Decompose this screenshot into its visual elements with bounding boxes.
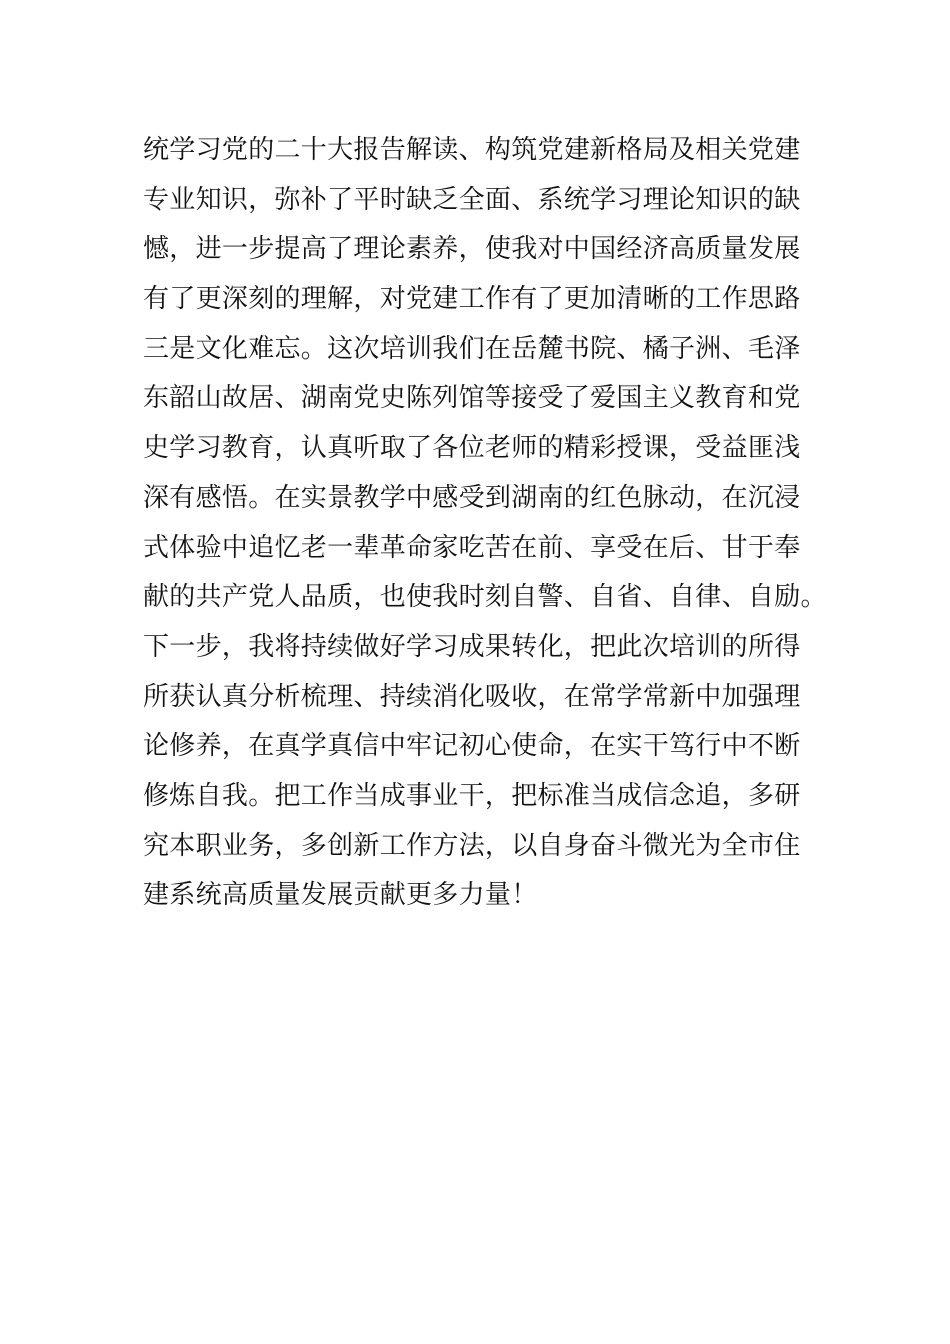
text-line: 憾，进一步提高了理论素养，使我对中国经济高质量发展 bbox=[143, 234, 801, 265]
text-line: 下一步，我将持续做好学习成果转化，把此次培训的所得 bbox=[143, 631, 801, 662]
text-line: 东韶山故居、湖南党史陈列馆等接受了爱国主义教育和党 bbox=[143, 383, 801, 414]
text-line: 式体验中追忆老一辈革命家吃苦在前、享受在后、甘于奉 bbox=[143, 532, 801, 563]
text-line: 修炼自我。把工作当成事业干，把标准当成信念追，多研 bbox=[143, 780, 801, 811]
text-line: 统学习党的二十大报告解读、构筑党建新格局及相关党建 bbox=[143, 135, 801, 165]
text-line: 究本职业务，多创新工作方法，以自身奋斗微光为全市住 bbox=[143, 830, 801, 861]
text-line: 论修养，在真学真信中牢记初心使命，在实干笃行中不断 bbox=[143, 731, 801, 762]
text-line: 专业知识，弥补了平时缺乏全面、系统学习理论知识的缺 bbox=[143, 184, 801, 215]
text-line: 献的共产党人品质，也使我时刻自警、自省、自律、自励。 bbox=[143, 582, 827, 613]
text-line: 深有感悟。在实景教学中感受到湖南的红色脉动，在沉浸 bbox=[143, 482, 801, 513]
text-line: 有了更深刻的理解，对党建工作有了更加清晰的工作思路 bbox=[143, 284, 801, 315]
text-line: 三是文化难忘。这次培训我们在岳麓书院、橘子洲、毛泽 bbox=[143, 333, 801, 364]
text-line: 史学习教育，认真听取了各位老师的精彩授课，受益匪浅 bbox=[143, 433, 801, 464]
body-text bbox=[143, 126, 827, 921]
text-line: 建系统高质量发展贡献更多力量！ bbox=[143, 880, 538, 911]
text-line: 所获认真分析梳理、持续消化吸收，在常学常新中加强理 bbox=[143, 681, 801, 712]
